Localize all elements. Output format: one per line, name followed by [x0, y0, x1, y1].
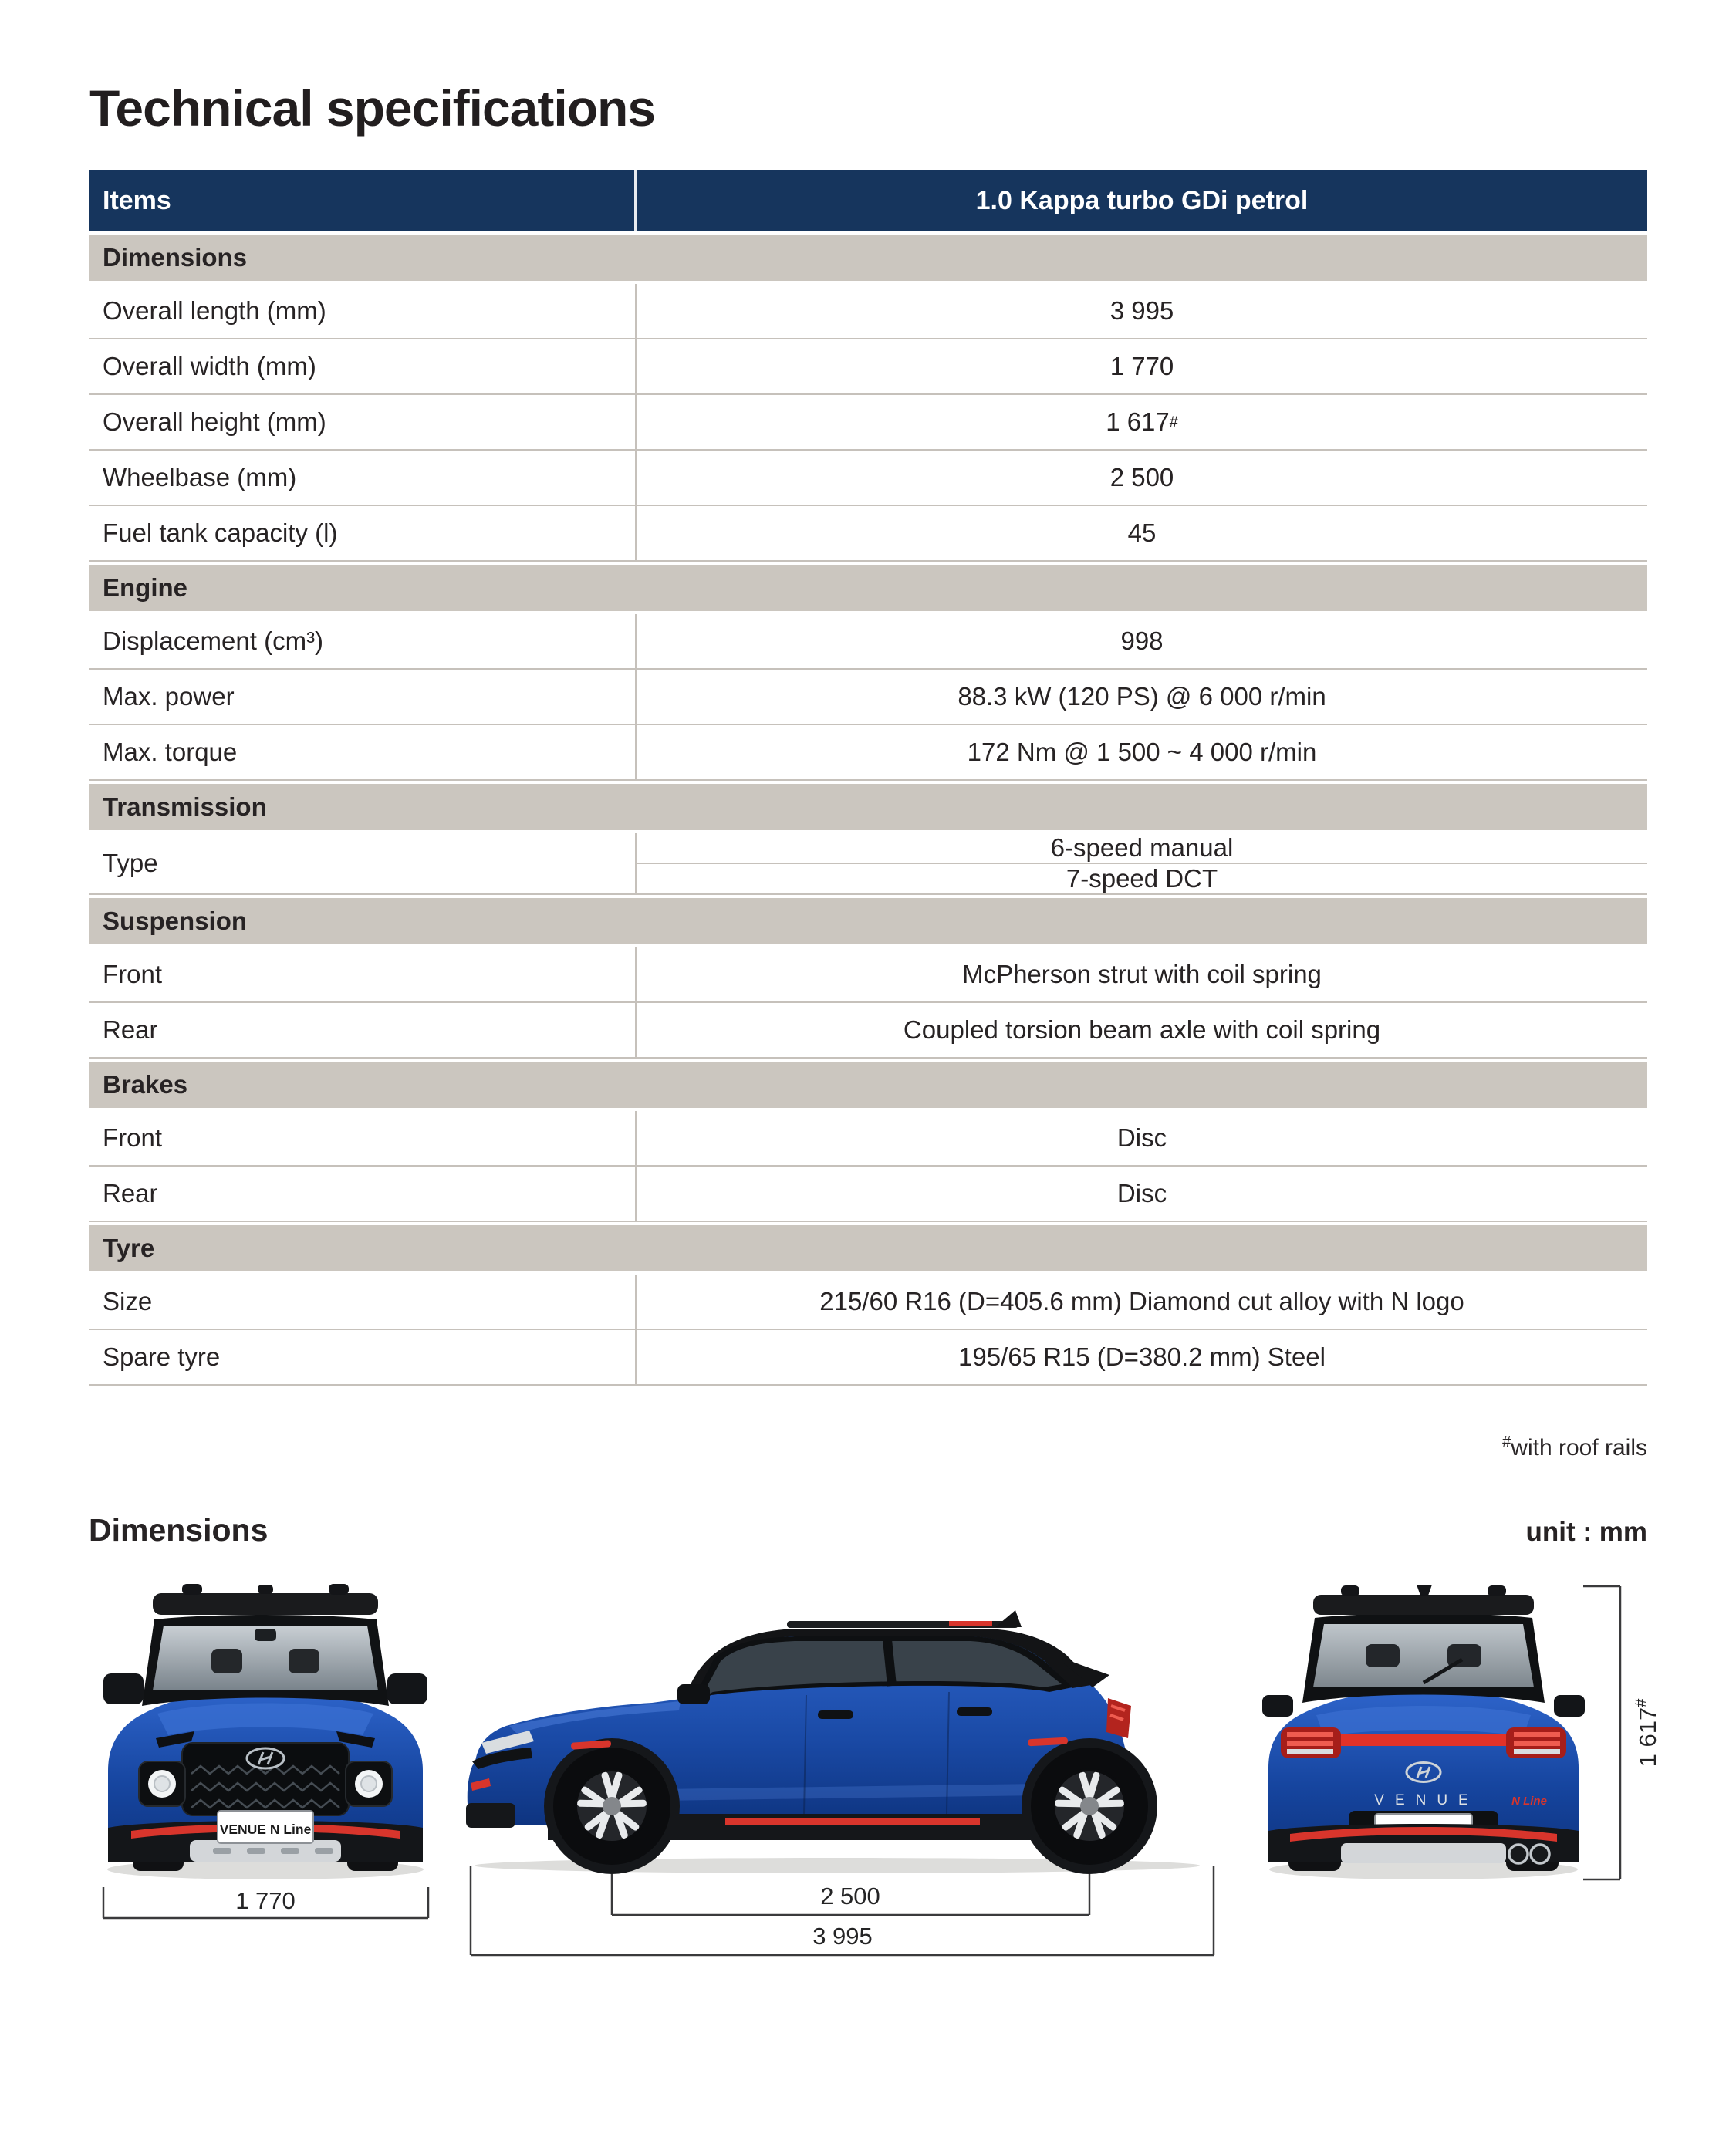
- footnote-text: with roof rails: [1511, 1435, 1647, 1461]
- table-row: [89, 284, 1647, 339]
- row-label: Overall width (mm): [89, 339, 637, 393]
- row-value-stack: [637, 833, 1647, 893]
- shark-fin-antenna: [995, 1610, 1022, 1627]
- section-title: Brakes: [103, 1070, 188, 1099]
- row-label: Rear: [89, 1167, 637, 1221]
- column-header-variant: 1.0 Kappa turbo GDi petrol: [975, 185, 1309, 215]
- roof: [1313, 1595, 1534, 1615]
- row-label: Rear: [89, 1003, 637, 1057]
- row-value: 172 Nm @ 1 500 ~ 4 000 r/min: [967, 738, 1317, 766]
- table-row: [89, 947, 1647, 1003]
- table-row: [89, 725, 1647, 781]
- roof-rail-right: [1488, 1585, 1506, 1596]
- row-value: 1 770: [1109, 352, 1174, 380]
- table-row: [89, 1330, 1647, 1386]
- hyundai-logo-icon: [247, 1748, 284, 1768]
- roof-rail-left: [1341, 1585, 1359, 1596]
- section-title: Transmission: [103, 792, 267, 821]
- table-row: [89, 339, 1647, 395]
- row-value: Disc: [1116, 1123, 1167, 1152]
- row-label: Front: [89, 1111, 637, 1165]
- width-dimension-label: 1 770: [235, 1887, 296, 1914]
- side-mirror-right: [387, 1673, 427, 1704]
- row-value: 3 995: [1109, 296, 1174, 325]
- spec-table: [89, 170, 1647, 1386]
- shark-fin-antenna: [1417, 1585, 1432, 1596]
- side-mirror-right: [1554, 1695, 1585, 1717]
- unit-label: unit : mm: [1525, 1517, 1647, 1547]
- row-value: Disc: [1116, 1179, 1167, 1207]
- table-row: [89, 1111, 1647, 1167]
- row-value: 195/65 R15 (D=380.2 mm) Steel: [958, 1342, 1326, 1371]
- door-handle-rear: [957, 1707, 992, 1716]
- roof-rail-left: [182, 1584, 202, 1595]
- n-line-badge: N Line: [1511, 1795, 1547, 1808]
- section-title: Dimensions: [103, 243, 248, 272]
- length-dimension-label: 3 995: [812, 1923, 873, 1950]
- rearview-mirror: [255, 1629, 276, 1641]
- row-value: 45: [1127, 518, 1157, 547]
- dimensions-heading-row: [89, 1512, 1647, 1548]
- section-title: Engine: [103, 573, 188, 602]
- dimensions-figure: [69, 1559, 1667, 2038]
- row-label: Max. power: [89, 670, 637, 724]
- front-lower-bumper: [466, 1803, 515, 1828]
- row-value: 6-speed manual: [637, 833, 1647, 864]
- roof-rail-right: [329, 1584, 349, 1595]
- dimensions-heading: Dimensions: [89, 1512, 269, 1548]
- row-label: Overall length (mm): [89, 284, 637, 338]
- footnote-superscript: #: [1502, 1434, 1511, 1450]
- sill-red-stripe: [725, 1818, 980, 1825]
- roof: [153, 1593, 378, 1615]
- rear-badge-text: VENUE: [1374, 1792, 1479, 1808]
- rear-window: [1313, 1624, 1534, 1687]
- seat-headrest: [211, 1649, 242, 1673]
- section-header-brakes: [89, 1059, 1647, 1111]
- width-bracket: [103, 1887, 428, 1918]
- row-value: 7-speed DCT: [1066, 864, 1218, 893]
- roof-red-accent: [949, 1621, 992, 1626]
- side-mirror: [677, 1684, 710, 1704]
- table-header-row: [89, 170, 1647, 231]
- row-label: Overall height (mm): [89, 395, 637, 449]
- row-value-text: 1 617: [1106, 407, 1170, 436]
- antenna: [258, 1585, 273, 1594]
- table-row: [89, 506, 1647, 562]
- row-value: 2 500: [1109, 463, 1174, 491]
- column-header-items: Items: [89, 170, 637, 231]
- table-row: [89, 614, 1647, 670]
- rear-diffuser: [1341, 1843, 1506, 1863]
- table-row: [89, 1275, 1647, 1330]
- front-wheel: [553, 1748, 670, 1865]
- rear-wheel: [1031, 1748, 1148, 1865]
- table-row: [89, 451, 1647, 506]
- section-header-tyre: [89, 1222, 1647, 1275]
- section-header-suspension: [89, 895, 1647, 947]
- front-view-image: [96, 1582, 435, 1891]
- license-plate-text: VENUE N Line: [219, 1822, 312, 1837]
- height-dimension-label: 1 617#: [1633, 1698, 1661, 1768]
- row-value: 215/60 R16 (D=405.6 mm) Diamond cut alloy with N logo: [819, 1287, 1464, 1315]
- door-handle-front: [818, 1710, 853, 1719]
- row-label: Size: [89, 1275, 637, 1329]
- row-label: Type: [89, 833, 637, 893]
- row-label: Max. torque: [89, 725, 637, 779]
- wheelbase-dimension-label: 2 500: [820, 1883, 880, 1910]
- b-pillar: [887, 1640, 892, 1686]
- section-header-dimensions: [89, 231, 1647, 284]
- table-row: [89, 395, 1647, 451]
- table-row: [89, 1167, 1647, 1222]
- side-view-image: [455, 1559, 1219, 1891]
- row-value: 88.3 kW (120 PS) @ 6 000 r/min: [958, 682, 1326, 711]
- rear-view-image: [1258, 1582, 1589, 1891]
- seat-headrest: [289, 1649, 319, 1673]
- row-value: McPherson strut with coil spring: [962, 960, 1322, 988]
- table-row: [89, 1003, 1647, 1059]
- row-label: Spare tyre: [89, 1330, 637, 1384]
- seat-headrest: [1366, 1644, 1400, 1667]
- side-mirror-left: [1262, 1695, 1293, 1717]
- table-row: [89, 833, 1647, 895]
- tail-light-left: [1281, 1727, 1341, 1758]
- row-value: Coupled torsion beam axle with coil spring: [903, 1015, 1381, 1044]
- row-value: [637, 395, 1647, 449]
- row-label: Fuel tank capacity (l): [89, 506, 637, 560]
- table-row: [89, 670, 1647, 725]
- row-label: Displacement (cm³): [89, 614, 637, 668]
- tail-light-right: [1506, 1727, 1566, 1758]
- section-title: Suspension: [103, 907, 248, 935]
- row-label: Wheelbase (mm): [89, 451, 637, 505]
- section-title: Tyre: [103, 1234, 155, 1262]
- row-value-superscript: #: [1169, 413, 1178, 431]
- page-title: Technical specifications: [89, 79, 656, 137]
- section-header-engine: [89, 562, 1647, 614]
- side-mirror-left: [103, 1673, 144, 1704]
- row-value: 998: [1120, 626, 1164, 655]
- footnote: [89, 1434, 1647, 1461]
- row-label: Front: [89, 947, 637, 1001]
- section-header-transmission: [89, 781, 1647, 833]
